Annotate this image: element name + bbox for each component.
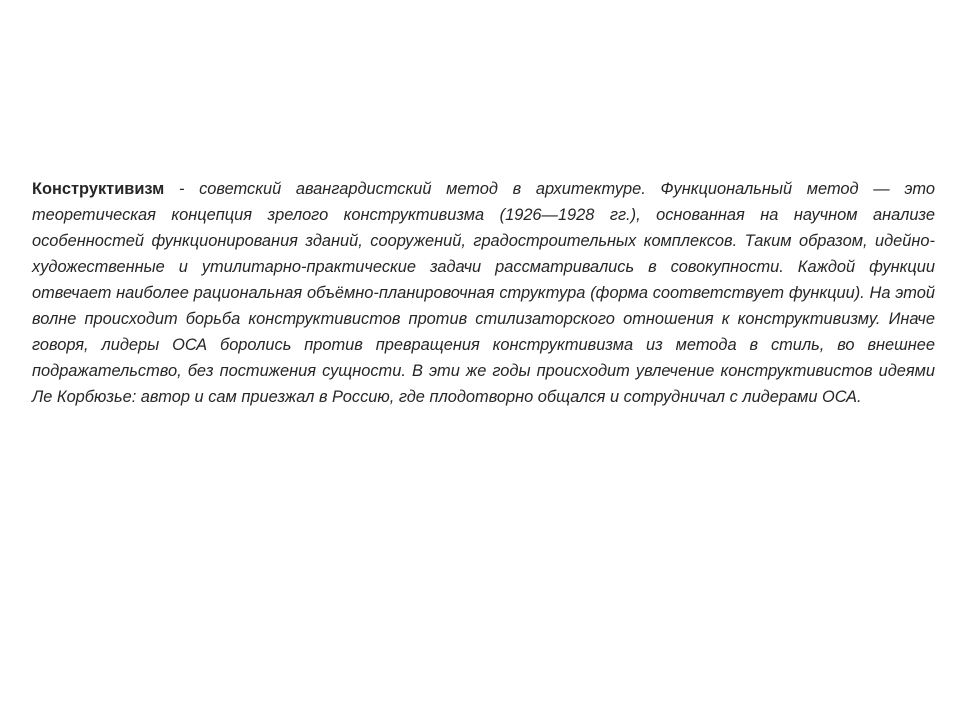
definition-text: - советский авангардистский метод в архитектуре. Функциональный метод — это теоретическая концепция зрелого конструктивизма (1926—1928 гг.), основанная на научном анализе особенностей функционирования зданий, сооружений, градостроительных комплексов. Таким образом, идейно-художественные и утилитарно-практические задачи рассматривались в совокупности. Каждой функции отвечает наиболее рациональная объёмно-планировочная структура (форма соответствует функции). На этой волне происходит борьба конструктивистов против стилизаторского отношения к конструктивизму. Иначе говоря, лидеры ОСА боролись против превращения конструктивизма из метода в стиль, во внешнее подражательство, без постижения сущности. В эти же годы происходит увлечение конструктивистов идеями Ле Корбюзье: автор и сам приезжал в Россию, где плодотворно общался и сотрудничал с лидерами ОСА. [32, 180, 935, 406]
term-heading: Конструктивизм [32, 180, 165, 198]
body-paragraph [32, 176, 935, 410]
